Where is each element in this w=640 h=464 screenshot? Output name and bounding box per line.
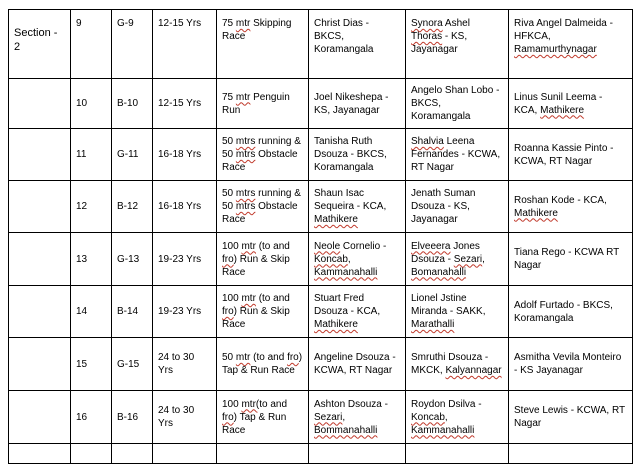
third-place-cell	[509, 233, 633, 286]
text-segment: Koncab	[314, 253, 348, 265]
text-segment: Asmitha Vevila Monteiro - KS Jayanagar	[514, 352, 622, 376]
text-segment: Angelo Shan Lobo - BKCS, Koramangala	[411, 85, 500, 122]
text-segment: fro	[222, 306, 234, 317]
text-segment: Angeline Dsouza - KCWA, RT Nagar	[314, 352, 396, 376]
table-row	[9, 181, 633, 233]
text-segment: Mathikere	[314, 319, 358, 330]
text-segment: Ashton Dsouza -	[314, 398, 388, 410]
event-number-cell: 11	[71, 129, 112, 181]
text-segment: ) Tap & Run Race	[222, 411, 287, 436]
text-segment: Thoras	[411, 31, 443, 42]
event-name-cell	[217, 233, 309, 286]
text-segment: Sezari	[314, 411, 343, 423]
text-segment: mtr	[241, 293, 256, 304]
text-segment: Linus Sunil Leema - KCA,	[514, 91, 603, 116]
text-segment: ,	[342, 411, 346, 423]
text-segment: 50	[222, 136, 236, 147]
text-segment: Smruthi Dsouza - MKCK,	[411, 352, 489, 376]
first-place-cell	[309, 79, 406, 129]
text-segment: Mathikere	[540, 104, 585, 116]
text-segment: Leena Fernandes - KCWA, RT Nagar	[411, 136, 501, 173]
second-place-cell	[406, 233, 509, 286]
event-name-cell	[217, 286, 309, 338]
text-segment: Obstacle Race	[222, 149, 298, 173]
text-segment: Roanna Kassie Pinto - KCWA, RT Nagar	[514, 142, 614, 167]
table-row	[9, 286, 633, 338]
text-segment: 100	[222, 293, 242, 304]
text-segment: 50	[222, 352, 236, 363]
text-segment: ,	[444, 411, 448, 423]
text-segment: Cornelio -	[340, 240, 387, 252]
text-segment: Neole	[314, 240, 341, 252]
text-segment: Jenath Suman Dsouza - KS, Jayanagar	[411, 188, 476, 225]
second-place-cell	[406, 286, 509, 338]
third-place-cell	[509, 391, 633, 444]
second-place-cell	[406, 338, 509, 391]
event-code-cell: B-14	[112, 286, 153, 338]
event-code-cell: G-13	[112, 233, 153, 286]
text-segment: mtrs	[235, 188, 256, 199]
results-table	[8, 9, 633, 464]
first-place-cell	[309, 233, 406, 286]
age-group-cell: 12-15 Yrs	[153, 79, 217, 129]
section-label-cell: Section - 2	[9, 10, 71, 79]
second-place-cell	[406, 181, 509, 233]
text-segment: Synora	[411, 18, 443, 29]
text-segment: Marathalli	[411, 319, 455, 330]
text-segment: Ramamurthynagar	[514, 44, 597, 55]
text-segment: Riva Angel Dalmeida - HFKCA,	[514, 18, 613, 42]
event-name-cell	[217, 79, 309, 129]
text-segment: ) Run & Skip Race	[222, 253, 290, 278]
empty-cell	[406, 444, 509, 464]
text-segment: running & 50	[222, 136, 301, 160]
section-cell	[9, 129, 71, 181]
text-segment: Sezari	[453, 253, 483, 265]
third-place-cell	[509, 338, 633, 391]
text-segment: running & 50	[222, 188, 301, 212]
text-segment: 75	[222, 91, 236, 103]
event-name-cell	[217, 181, 309, 233]
text-segment: Tiana Rego - KCWA RT Nagar	[514, 247, 620, 271]
text-segment: 50	[222, 188, 236, 199]
text-segment: mtr	[235, 91, 251, 103]
table-row	[9, 391, 633, 444]
text-segment: (to and	[250, 352, 288, 363]
text-segment: Joel Nikeshepa - KS, Jayanagar	[314, 91, 389, 116]
text-segment: ,	[482, 253, 485, 265]
table-row	[9, 444, 633, 464]
empty-cell	[9, 444, 71, 464]
text-segment: Christ Dias - BKCS, Koramangala	[314, 18, 374, 55]
age-group-cell: 24 to 30 Yrs	[153, 338, 217, 391]
text-segment: 100	[222, 240, 242, 252]
text-segment: mtrs	[235, 136, 256, 147]
text-segment: mtr(	[241, 398, 260, 410]
text-segment: Kammanahalli	[314, 266, 378, 278]
table-row	[9, 233, 633, 286]
text-segment: (to and	[255, 293, 290, 304]
first-place-cell	[309, 286, 406, 338]
event-code-cell: B-10	[112, 79, 153, 129]
third-place-cell	[509, 10, 633, 79]
third-place-cell	[509, 286, 633, 338]
text-segment: Mathikere	[514, 207, 558, 219]
section-cell	[9, 181, 71, 233]
empty-cell	[217, 444, 309, 464]
third-place-cell	[509, 129, 633, 181]
third-place-cell	[509, 79, 633, 129]
age-group-cell: 24 to 30 Yrs	[153, 391, 217, 444]
section-cell	[9, 233, 71, 286]
text-segment: Lionel Jstine Miranda - SAKK,	[411, 293, 486, 317]
text-segment: Jones Dsouza -	[411, 240, 480, 265]
third-place-cell	[509, 181, 633, 233]
age-group-cell: 12-15 Yrs	[153, 10, 217, 79]
text-segment: mtrs	[235, 149, 256, 160]
event-number-cell: 13	[71, 233, 112, 286]
event-name-cell	[217, 10, 309, 79]
text-segment: Steve Lewis - KCWA, RT Nagar	[514, 405, 625, 429]
text-segment: ) Run & Skip Race	[222, 306, 290, 330]
text-segment: (to and	[255, 240, 290, 252]
age-group-cell: 19-23 Yrs	[153, 286, 217, 338]
event-number-cell: 15	[71, 338, 112, 391]
event-code-cell: G-9	[112, 10, 153, 79]
table-row	[9, 338, 633, 391]
event-code-cell: B-16	[112, 391, 153, 444]
second-place-cell	[406, 10, 509, 79]
table-row	[9, 79, 633, 129]
table-row	[9, 129, 633, 181]
text-segment: Roshan Kode - KCA,	[514, 194, 607, 206]
first-place-cell	[309, 391, 406, 444]
text-segment: Tanisha Ruth Dsouza - BKCS, Koramangala	[314, 136, 387, 173]
age-group-cell: 19-23 Yrs	[153, 233, 217, 286]
age-group-cell: 16-18 Yrs	[153, 181, 217, 233]
text-segment: Skipping Race	[222, 18, 292, 42]
event-code-cell: G-15	[112, 338, 153, 391]
event-code-cell: B-12	[112, 181, 153, 233]
text-segment: 100	[222, 398, 242, 410]
second-place-cell	[406, 129, 509, 181]
text-segment: 75	[222, 18, 236, 29]
event-name-cell	[217, 391, 309, 444]
text-segment: Roydon Dsilva -	[411, 398, 482, 410]
event-number-cell: 12	[71, 181, 112, 233]
text-segment: Stuart Fred Dsouza - KCA,	[314, 293, 381, 317]
text-segment: Kalyannagar	[445, 365, 502, 376]
text-segment: fro	[222, 253, 234, 265]
text-segment: Penguin Run	[222, 91, 290, 116]
table-row	[9, 10, 633, 79]
empty-cell	[509, 444, 633, 464]
text-segment: to and	[259, 398, 288, 410]
text-segment: mtr	[241, 240, 256, 252]
event-code-cell: G-11	[112, 129, 153, 181]
first-place-cell	[309, 181, 406, 233]
text-segment: Bomanahalli	[411, 266, 467, 278]
text-segment: Mathikere	[314, 214, 358, 225]
text-segment: ,	[347, 253, 351, 265]
text-segment: mtr	[235, 18, 251, 29]
text-segment: Ashel	[442, 18, 470, 29]
section-cell	[9, 391, 71, 444]
text-segment: mtr	[235, 352, 251, 363]
event-name-cell	[217, 338, 309, 391]
results-table-body	[9, 10, 633, 464]
event-number-cell: 10	[71, 79, 112, 129]
text-segment: mtrs	[235, 201, 256, 212]
text-segment: ) Tap & Run Race	[222, 352, 303, 376]
event-number-cell: 14	[71, 286, 112, 338]
text-segment: Adolf Furtado - BKCS, Koramangala	[514, 299, 613, 324]
event-number-cell: 16	[71, 391, 112, 444]
empty-cell	[71, 444, 112, 464]
first-place-cell	[309, 338, 406, 391]
second-place-cell	[406, 391, 509, 444]
first-place-cell	[309, 129, 406, 181]
text-segment: - KS, Jayanagar	[411, 31, 468, 55]
text-segment: fro	[287, 352, 299, 363]
text-segment: Koncab	[411, 411, 445, 423]
text-segment: Elveeera	[411, 240, 451, 252]
empty-cell	[153, 444, 217, 464]
text-segment: Obstacle Race	[222, 201, 298, 225]
text-segment: Shalvia	[411, 136, 444, 147]
text-segment: fro	[222, 411, 234, 423]
first-place-cell	[309, 10, 406, 79]
age-group-cell: 16-18 Yrs	[153, 129, 217, 181]
second-place-cell	[406, 79, 509, 129]
empty-cell	[112, 444, 153, 464]
text-segment: Kammanahalli	[411, 424, 475, 436]
section-cell	[9, 338, 71, 391]
text-segment: Bommanahalli	[314, 424, 378, 436]
text-segment: Shaun Isac Sequeira - KCA,	[314, 188, 387, 212]
section-cell	[9, 286, 71, 338]
empty-cell	[309, 444, 406, 464]
section-cell	[9, 79, 71, 129]
event-number-cell: 9	[71, 10, 112, 79]
event-name-cell	[217, 129, 309, 181]
